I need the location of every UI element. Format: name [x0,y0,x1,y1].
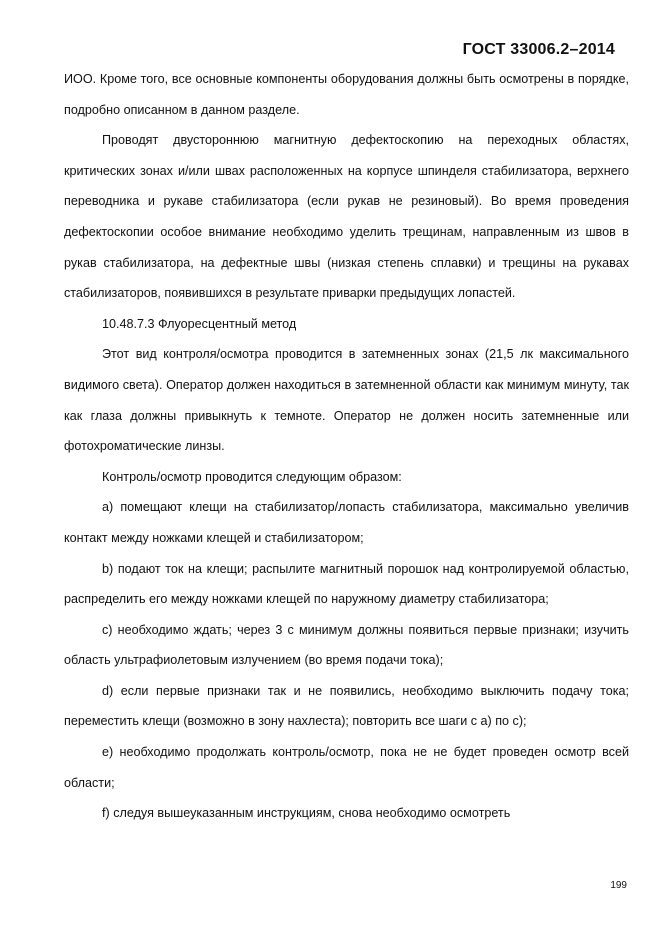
paragraph-continuation: ИОО. Кроме того, все основные компоненты оборудования должны быть осмотрены в порядке, подробно описанном в данном разделе. [64,72,629,117]
section-heading-fluorescent-method: 10.48.7.3 Флуоресцентный метод [102,316,297,331]
list-item-a: а) помещают клещи на стабилизатор/лопасть стабилизатора, максимально увеличив контакт между ножками клещей и стабилизатором; [64,500,629,545]
list-item-d: d) если первые признаки так и не появились, необходимо выключить подачу тока; переместить клещи (возможно в зону нахлеста); повторить все шаги с а) по с); [64,683,629,729]
page-number: 199 [610,880,627,891]
paragraph-darkened-zones: Этот вид контроля/осмотра проводится в затемненных зонах (21,5 лк максимального видимого света). Оператор должен находиться в затемненной области как минимум минуту, так как глаза должны привыкнуть к темноте. Оператор не должен носить затемненные или фотохроматические линзы. [64,347,629,454]
list-item-c: c) необходимо ждать; через 3 с минимум должны появиться первые признаки; изучить область ультрафиолетовым излучением (во время подачи тока); [64,622,629,668]
standard-header: ГОСТ 33006.2–2014 [462,41,615,58]
list-item-e: e) необходимо продолжать контроль/осмотр, пока не не будет проведен осмотр всей области; [64,745,629,790]
body-text [64,64,629,829]
paragraph-procedure-intro: Контроль/осмотр проводится следующим образом: [102,469,402,484]
list-item-b: b) подают ток на клещи; распылите магнитный порошок над контролируемой областью, распределить его между ножками клещей по наружному диаметру стабилизатора; [64,561,629,607]
list-item-f: f) следуя вышеуказанным инструкциям, снова необходимо осмотреть [102,806,511,821]
paragraph-magnetic-inspection: Проводят двустороннюю магнитную дефектоскопию на переходных областях, критических зонах и/или швах расположенных на корпусе шпинделя стабилизатора, верхнего переводника и рукаве стабилизатора (если рукав не резиновый). Во время проведения дефектоскопии особое внимание необходимо уделить трещинам, направленным из швов в рукав стабилизатора, на дефектные швы (низкая степень сплавки) и трещины на рукавах стабилизаторов, появившихся в результате приварки предыдущих лопастей. [64,133,629,301]
